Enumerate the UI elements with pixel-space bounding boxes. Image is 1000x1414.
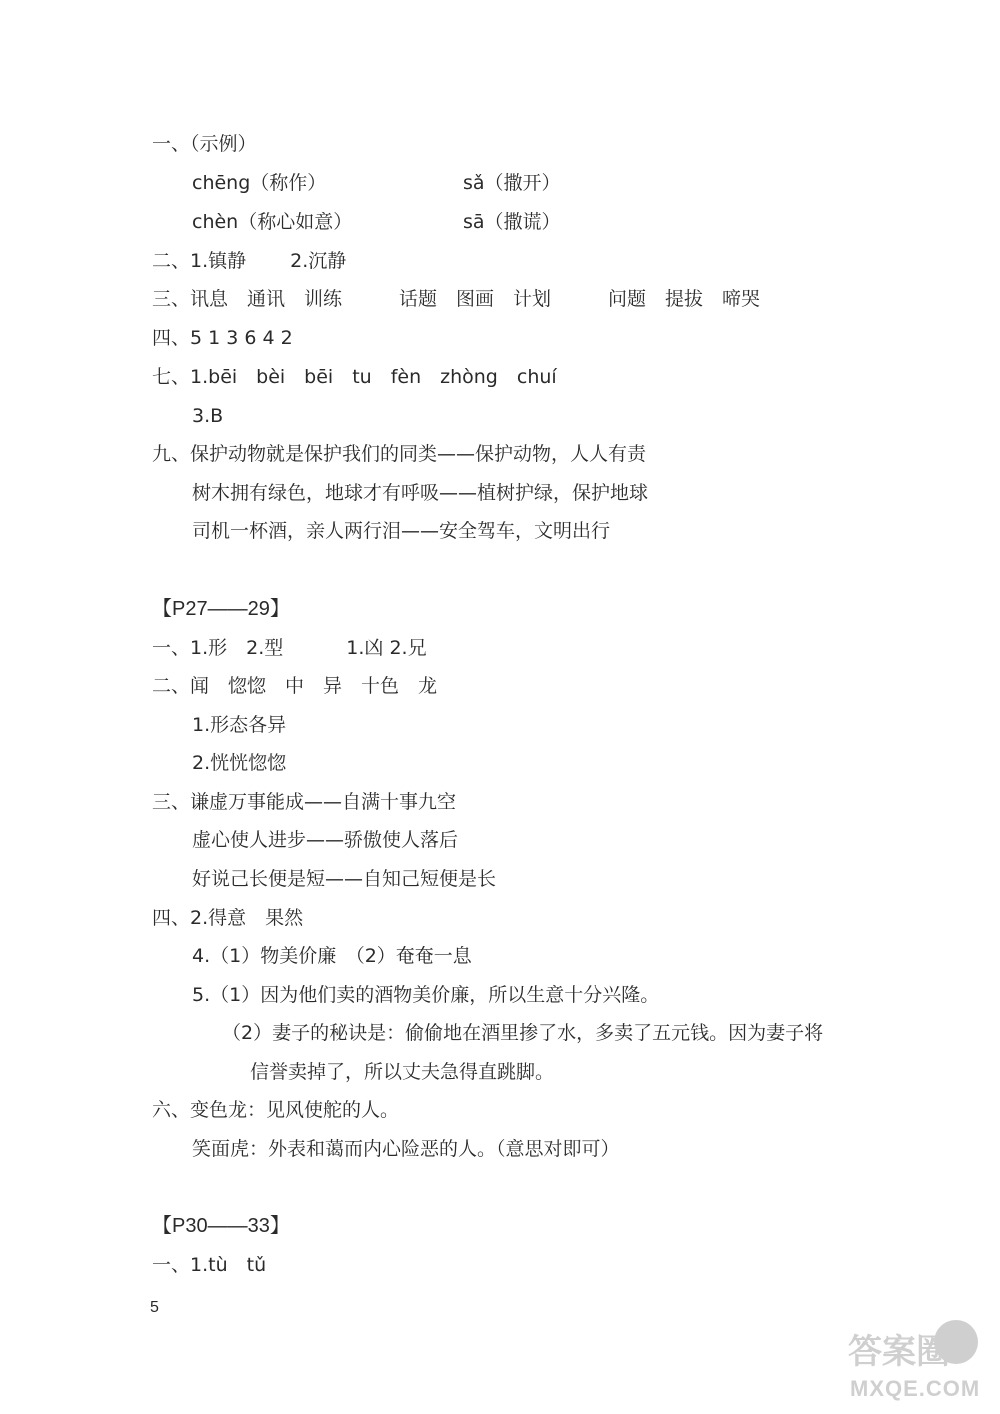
answer-line: 1.形态各异 [192, 714, 287, 736]
answer-line: （2）妻子的秘诀是：偷偷地在酒里掺了水，多卖了五元钱。因为妻子将 [222, 1022, 824, 1044]
page-number: 5 [150, 1299, 159, 1316]
answer-line: 信誉卖掉了，所以丈夫急得直跳脚。 [250, 1061, 555, 1083]
answer-line: 三、讯息 通讯 训练 话题 图画 计划 问题 提拔 啼哭 [152, 288, 761, 310]
section-heading: 【P30——33】 [152, 1215, 290, 1237]
answer-line: 二、闻 惚惚 中 异 十色 龙 [152, 675, 438, 697]
section-heading: 【P27——29】 [152, 598, 290, 620]
answer-line: 4.（1）物美价廉 （2）奄奄一息 [192, 945, 472, 967]
answer-line: 二、1.镇静 2.沉静 [152, 250, 347, 272]
answer-line: 好说己长便是短——自知己短便是长 [192, 868, 497, 890]
answer-line: chēng（称作） [192, 172, 327, 194]
answer-line: 七、1.bēi bèi bēi tu fèn zhòng chuí [152, 366, 557, 388]
answer-line: 一、1.tù tǔ [152, 1254, 267, 1276]
answer-line: 5.（1）因为他们卖的酒物美价廉，所以生意十分兴隆。 [192, 984, 660, 1006]
answer-line: 四、2.得意 果然 [152, 907, 304, 929]
answer-line: 六、变色龙：见风使舵的人。 [152, 1099, 400, 1121]
answer-line: 树木拥有绿色，地球才有呼吸——植树护绿，保护地球 [192, 482, 649, 504]
answer-line: 九、保护动物就是保护我们的同类——保护动物，人人有责 [152, 443, 647, 465]
watermark-title: 答案圈 [848, 1333, 950, 1371]
answer-line: 一、1.形 2.型 1.凶 2.兄 [152, 637, 427, 659]
watermark-domain: MXQE.COM [850, 1376, 981, 1401]
answer-line: 四、5 1 3 6 4 2 [152, 327, 293, 349]
watermark [848, 1320, 988, 1406]
answer-line: chèn（称心如意） [192, 211, 353, 233]
answer-line: sā（撒谎） [463, 211, 561, 233]
answer-line: sǎ（撒开） [463, 172, 561, 194]
answer-line: 3.B [192, 405, 224, 427]
answer-line: 虚心使人进步——骄傲使人落后 [192, 829, 459, 851]
answer-line: 笑面虎：外表和蔼而内心险恶的人。（意思对即可） [192, 1138, 620, 1160]
answer-line: 2.恍恍惚惚 [192, 752, 287, 774]
answer-line: 三、谦虚万事能成——自满十事九空 [152, 791, 457, 813]
answer-line: 司机一杯酒，亲人两行泪——安全驾车，文明出行 [192, 520, 611, 542]
answer-line: 一、（示例） [152, 133, 257, 155]
